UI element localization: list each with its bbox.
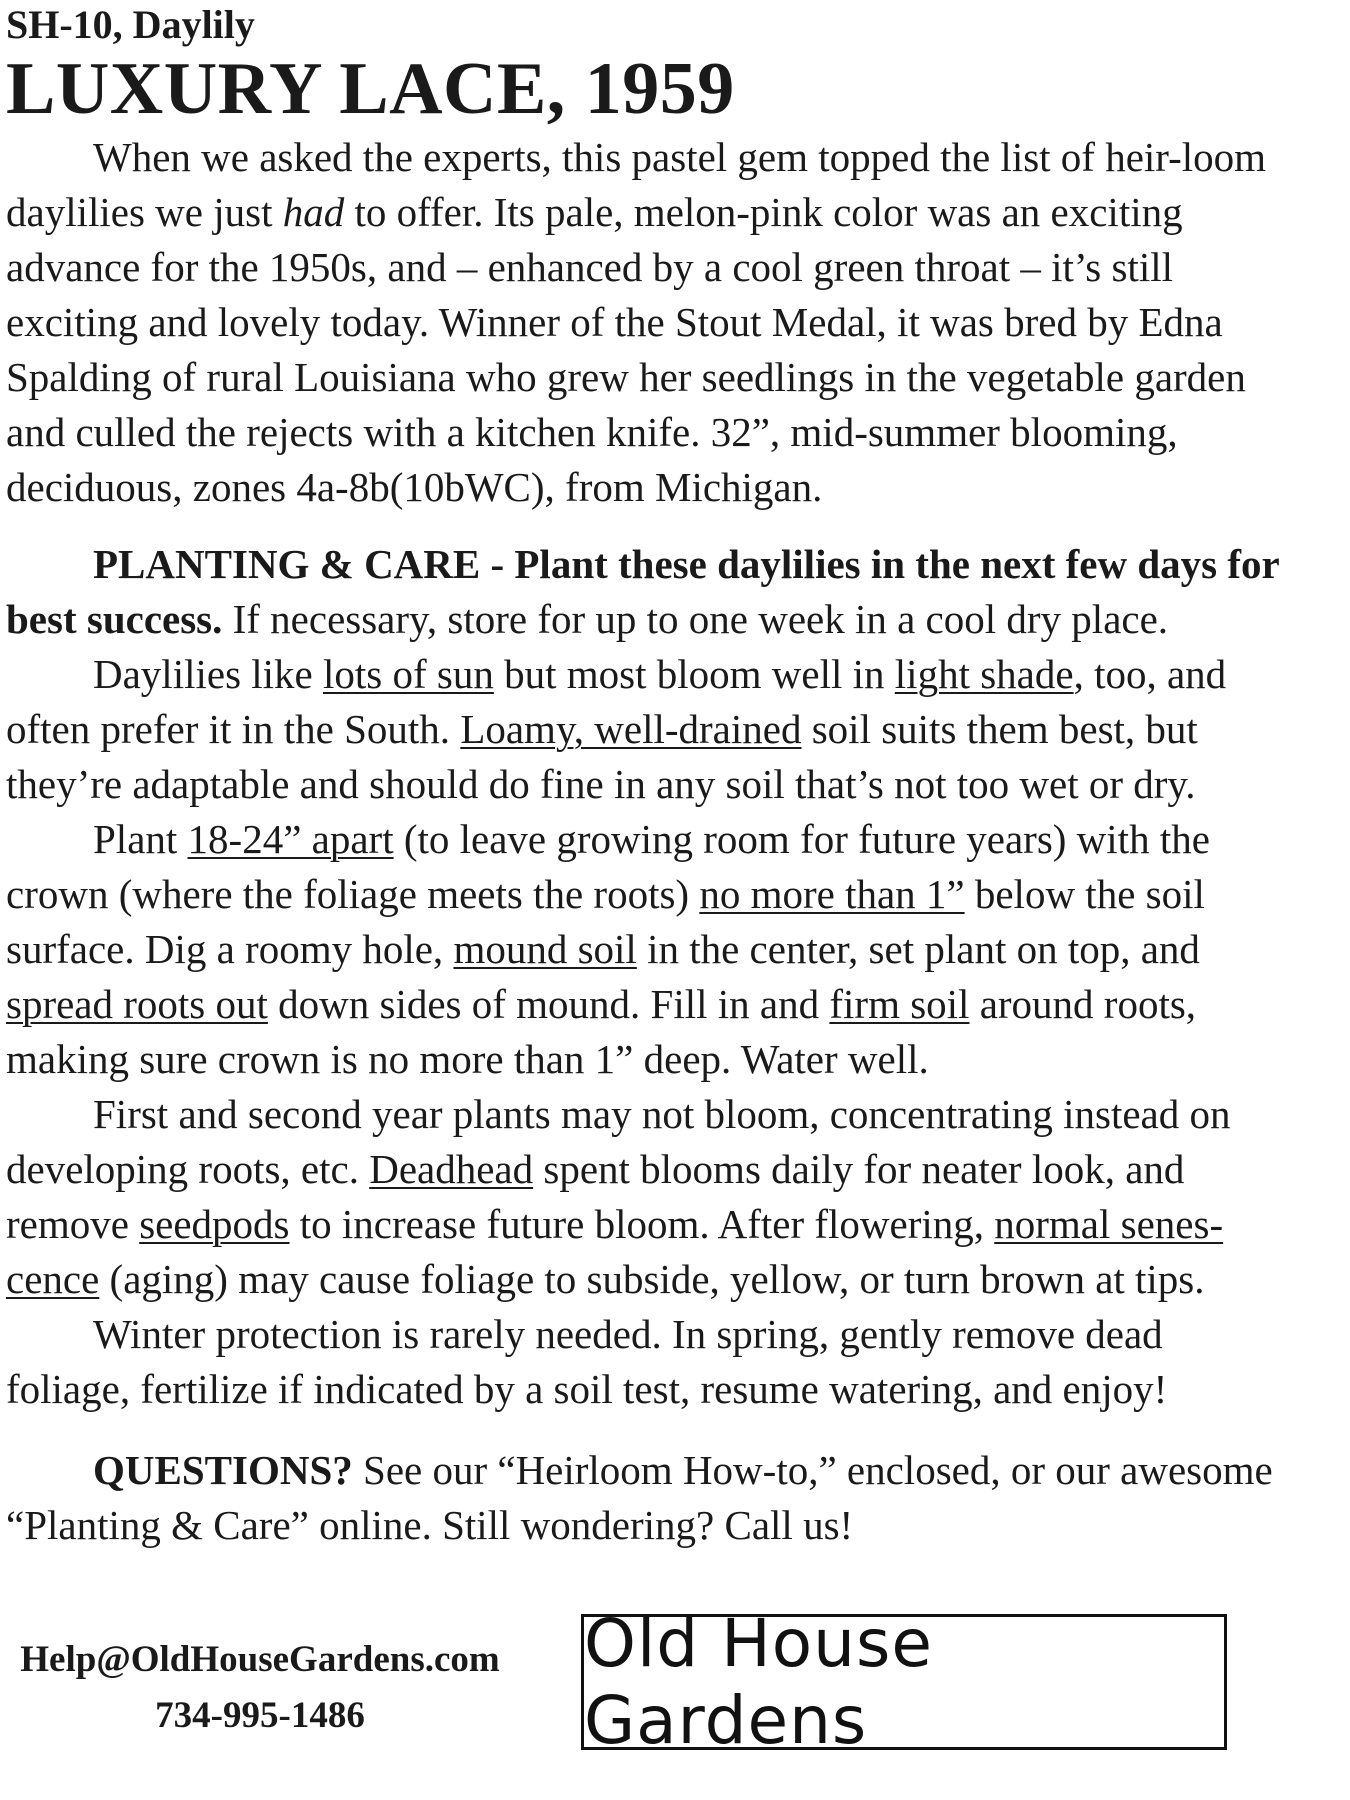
sun-soil-paragraph: Daylilies like lots of sun but most bloom well in light shade, too, and often prefer it in the South. Loamy, well-drained soil suits them best, but they’re adaptable and should do fine in any soil that’s not too wet or dry. [6,651,1227,807]
contact-phone[interactable]: 734-995-1486 [155,1695,365,1736]
product-title: LUXURY LACE, 1959 [6,48,735,130]
planting-paragraph: Plant 18-24” apart (to leave growing room for future years) with the crown (where the foliage meets the roots) no more than 1” below the soil surface. Dig a roomy hole, mound soil in the center, set plant on top, and spread roots out down sides of mound. Fill in and firm soil around roots, making sure crown is no more than 1” deep. Water well. [6,816,1210,1082]
contact-block [10,1632,510,1744]
questions-label: QUESTIONS? [93,1447,353,1493]
contact-email[interactable]: Help@OldHouseGardens.com [20,1639,500,1680]
brand-logo [581,1605,1227,1759]
product-code: SH-10, Daylily [6,2,255,47]
emphasis-had: had [282,189,345,235]
bloom-paragraph: First and second year plants may not bloom, concentrating instead on developing roots, etc. Deadhead spent blooms daily for neater look, and remove seedpods to increase future bloom. After flowering, normal senes-cence (aging) may cause foliage to subside, yellow, or turn brown at tips. [6,1091,1231,1302]
winter-paragraph: Winter protection is rarely needed. In spring, gently remove dead foliage, fertilize if indicated by a soil test, resume watering, and enjoy! [6,1311,1168,1412]
questions-paragraph: QUESTIONS? See our “Heirloom How-to,” enclosed, or our awesome “Planting & Care” online. Still wondering? Call us! [6,1447,1273,1548]
logo-text: Old House Gardens [584,1605,933,1759]
description-paragraph: When we asked the experts, this pastel gem topped the list of heir-loom daylilies we just had to offer. Its pale, melon-pink color was an exciting advance for the 1950s, and – enhanced by a cool green throat – it’s still exciting and lovely today. Winner of the Stout Medal, it was bred by Edna Spalding of rural Louisiana who grew her seedlings in the vegetable garden and culled the rejects with a kitchen knife. 32”, mid-summer blooming, deciduous, zones 4a-8b(10bWC), from Michigan. [6,134,1267,510]
care-heading: PLANTING & CARE - Plant these daylilies in the next few days for best success. [6,541,1279,642]
instruction-sheet [6,0,1296,1553]
care-intro-paragraph: PLANTING & CARE - Plant these daylilies in the next few days for best success. If necessary, store for up to one week in a cool dry place. [6,541,1279,642]
